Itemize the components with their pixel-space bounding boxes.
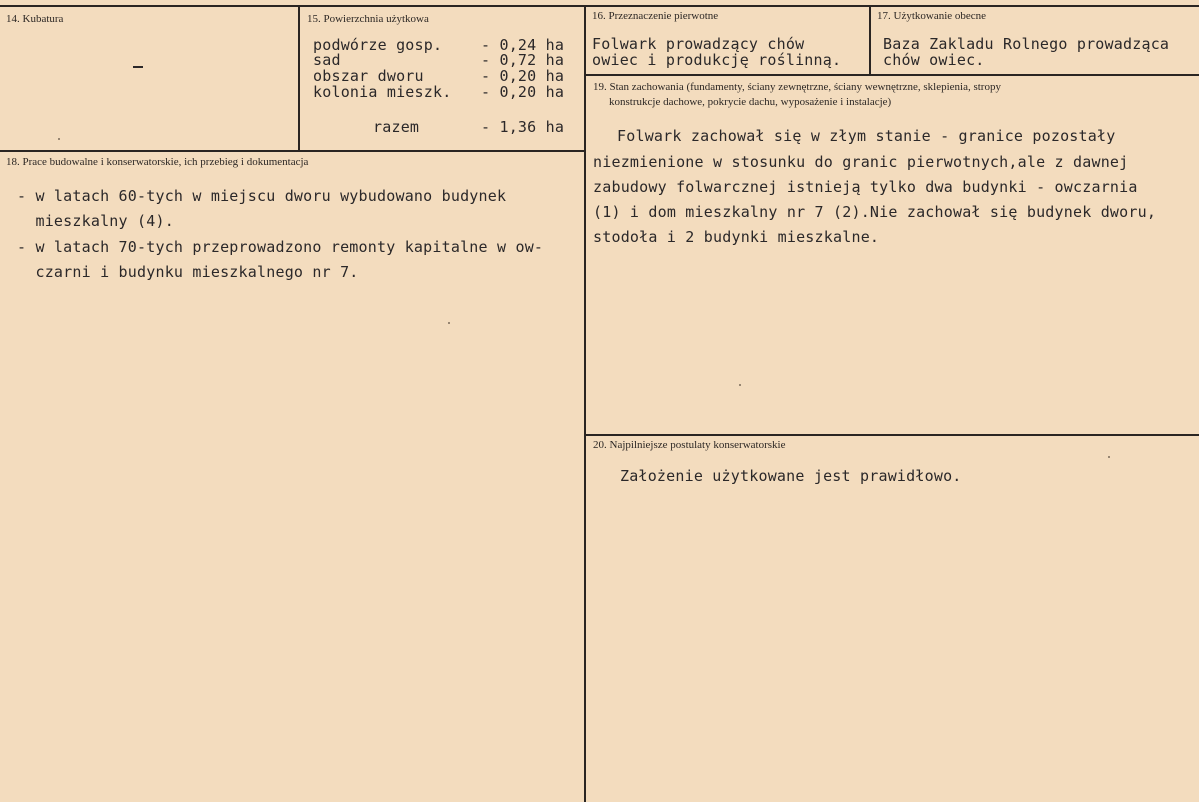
divider-16-17 [869,5,871,74]
section-16-label: 16. Przeznaczenie pierwotne [592,10,719,22]
section-18-line: - w latach 60-tych w miejscu dworu wybudowano budynek [17,187,507,205]
section-19-line: (1) i dom mieszkalny nr 7 (2).Nie zachował się budynek dworu, [593,203,1157,221]
section-19-label-cont: konstrukcje dachowe, pokrycie dachu, wyposażenie i instalacje) [609,96,892,108]
section-20-line: Założenie użytkowane jest prawidłowo. [620,467,962,485]
area-row-value: - 0,72 ha [481,51,565,69]
area-row-name: obszar dworu [313,67,424,85]
section-19-line: zabudowy folwarcznej istnieją tylko dwa budynki - owczarnia [593,178,1138,196]
section-17-line: chów owiec. [883,51,985,69]
area-row-value: - 0,24 ha [481,36,565,54]
paper-speck [739,384,741,386]
area-row-name: sad [313,51,341,69]
area-row-value: - 0,20 ha [481,83,565,101]
area-total-name: razem [373,118,420,136]
section-16-line: owiec i produkcję roślinną. [592,51,842,69]
section-15-label: 15. Powierzchnia użytkowa [307,13,429,25]
section-20-label: 20. Najpilniejsze postulaty konserwatorskie [593,439,786,451]
paper-speck [58,138,60,140]
section-17-label: 17. Użytkowanie obecne [877,10,987,22]
divider-14-15 [298,5,300,151]
divider-row-16-19 [585,74,1199,76]
section-16-line: Folwark prowadzący chów [592,35,805,53]
section-18-line: mieszkalny (4). [17,212,174,230]
paper-speck [1108,456,1110,458]
top-border [0,5,1199,7]
divider-left-right [584,5,586,802]
section-18-label: 18. Prace budowalne i konserwatorskie, ich przebieg i dokumentacja [6,156,309,168]
section-19-label: 19. Stan zachowania (fundamenty, ściany zewnętrzne, ściany wewnętrzne, sklepienia, stropy [593,81,1001,93]
section-17-line: Baza Zakladu Rolnego prowadząca [883,35,1170,53]
area-row [313,83,451,101]
paper-speck [448,322,450,324]
area-total-value: - 1,36 ha [481,118,565,136]
area-row-name: podwórze gosp. [313,36,443,54]
section-19-line: Folwark zachował się w złym stanie - granice pozostały [617,127,1116,145]
section-18-line: czarni i budynku mieszkalnego nr 7. [17,263,359,281]
section-19-line: stodoła i 2 budynki mieszkalne. [593,228,880,246]
section-14-label: 14. Kubatura [6,13,64,25]
section-19-line: niezmienione w stosunku do granic pierwotnych,ale z dawnej [593,153,1129,171]
divider-row-19-20 [585,434,1199,436]
section-18-line: - w latach 70-tych przeprowadzono remonty kapitalne w ow- [17,238,544,256]
divider-row-15-18 [0,150,586,152]
area-row-name: kolonia mieszk. [313,83,452,101]
section-14-value [133,66,143,68]
area-row-value: - 0,20 ha [481,67,565,85]
